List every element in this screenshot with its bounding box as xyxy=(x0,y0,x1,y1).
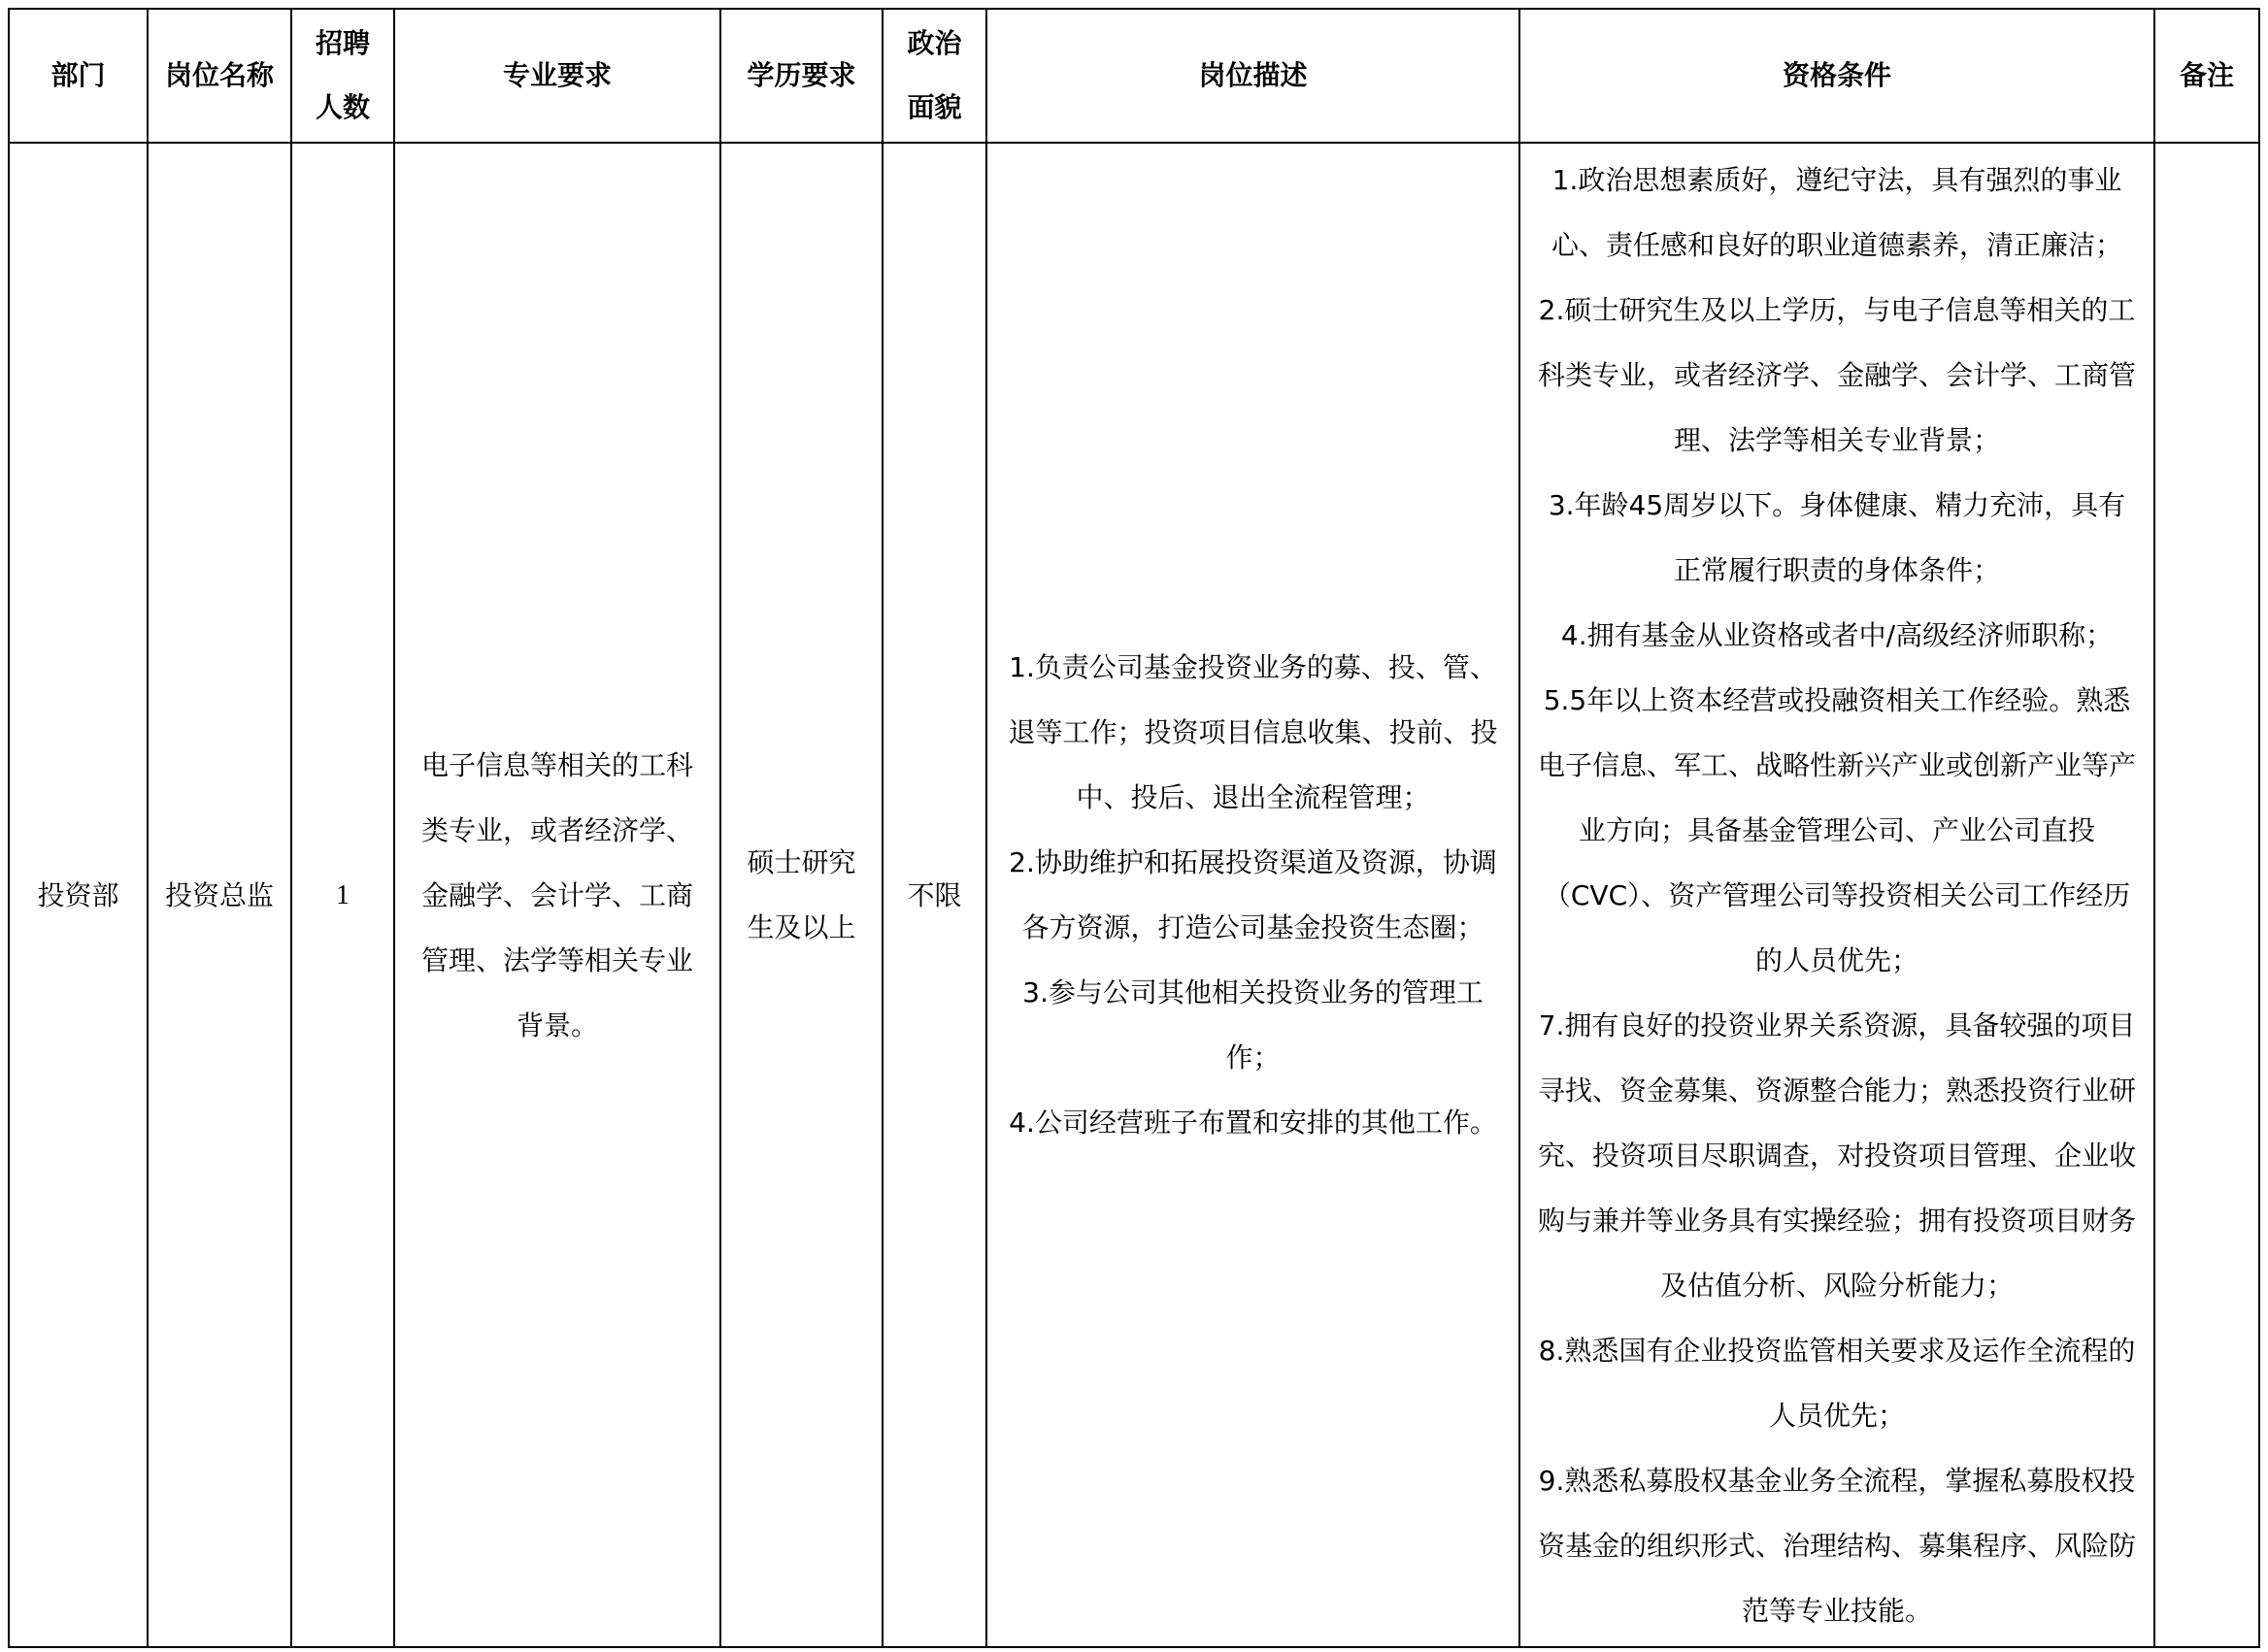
qualification-item: 7.拥有良好的投资业界关系资源，具备较强的项目寻找、资金募集、资源整合能力；熟悉投资行业研究、投资项目尽职调查，对投资项目管理、企业收购与兼并等业务具有实操经验；拥有投资项目财务及估值分析、风险分析能力； xyxy=(1537,1008,2136,1302)
header-qualifications: 资格条件 xyxy=(1519,9,2154,143)
cell-position: 投资总监 xyxy=(148,143,291,1647)
description-item: 2.协助维护和拓展投资渠道及资源，协调各方资源，打造公司基金投资生态圈； xyxy=(1009,846,1497,943)
header-education: 学历要求 xyxy=(720,9,883,143)
qualification-item: 4.拥有基金从业资格或者中/高级经济师职称； xyxy=(1560,618,2114,651)
table-row xyxy=(9,143,2259,1647)
cell-description xyxy=(986,143,1519,1647)
header-row xyxy=(9,9,2259,143)
header-remarks: 备注 xyxy=(2154,9,2259,143)
qualification-item: 5.5年以上资本经营或投融资相关工作经验。熟悉电子信息、军工、战略性新兴产业或创新产业等产业方向；具备基金管理公司、产业公司直投（CVC）、资产管理公司等投资相关公司工作经历的人员优先； xyxy=(1537,683,2136,976)
qualification-item: 3.年龄45周岁以下。身体健康、精力充沛，具有正常履行职责的身体条件； xyxy=(1548,488,2126,586)
header-headcount: 招聘人数 xyxy=(291,9,394,143)
qualification-item: 2.硕士研究生及以上学历，与电子信息等相关的工科类专业，或者经济学、金融学、会计学、工商管理、法学等相关专业背景； xyxy=(1537,293,2136,456)
header-description: 岗位描述 xyxy=(986,9,1519,143)
header-major: 专业要求 xyxy=(394,9,720,143)
cell-qualifications xyxy=(1519,143,2154,1647)
cell-political-status: 不限 xyxy=(883,143,986,1647)
cell-department: 投资部 xyxy=(9,143,148,1647)
cell-remarks xyxy=(2154,143,2259,1647)
description-item: 1.负责公司基金投资业务的募、投、管、退等工作；投资项目信息收集、投前、投中、投后、退出全流程管理； xyxy=(1008,651,1498,813)
cell-headcount: 1 xyxy=(291,143,394,1647)
recruitment-table xyxy=(8,8,2260,1648)
qualification-item: 1.政治思想素质好，遵纪守法，具有强烈的事业心、责任感和良好的职业道德素养，清正廉洁； xyxy=(1551,163,2122,261)
header-position: 岗位名称 xyxy=(148,9,291,143)
description-item: 3.参与公司其他相关投资业务的管理工作； xyxy=(1022,976,1484,1074)
cell-major: 电子信息等相关的工科类专业，或者经济学、金融学、会计学、工商管理、法学等相关专业背景。 xyxy=(394,143,720,1647)
header-department: 部门 xyxy=(9,9,148,143)
qualification-item: 8.熟悉国有企业投资监管相关要求及运作全流程的人员优先； xyxy=(1538,1334,2136,1432)
description-item: 4.公司经营班子布置和安排的其他工作。 xyxy=(1009,1107,1497,1139)
header-political-status: 政治面貌 xyxy=(883,9,986,143)
cell-education: 硕士研究生及以上 xyxy=(720,143,883,1647)
qualification-item: 9.熟悉私募股权基金业务全流程，掌握私募股权投资基金的组织形式、治理结构、募集程序、风险防范等专业技能。 xyxy=(1537,1464,2136,1627)
